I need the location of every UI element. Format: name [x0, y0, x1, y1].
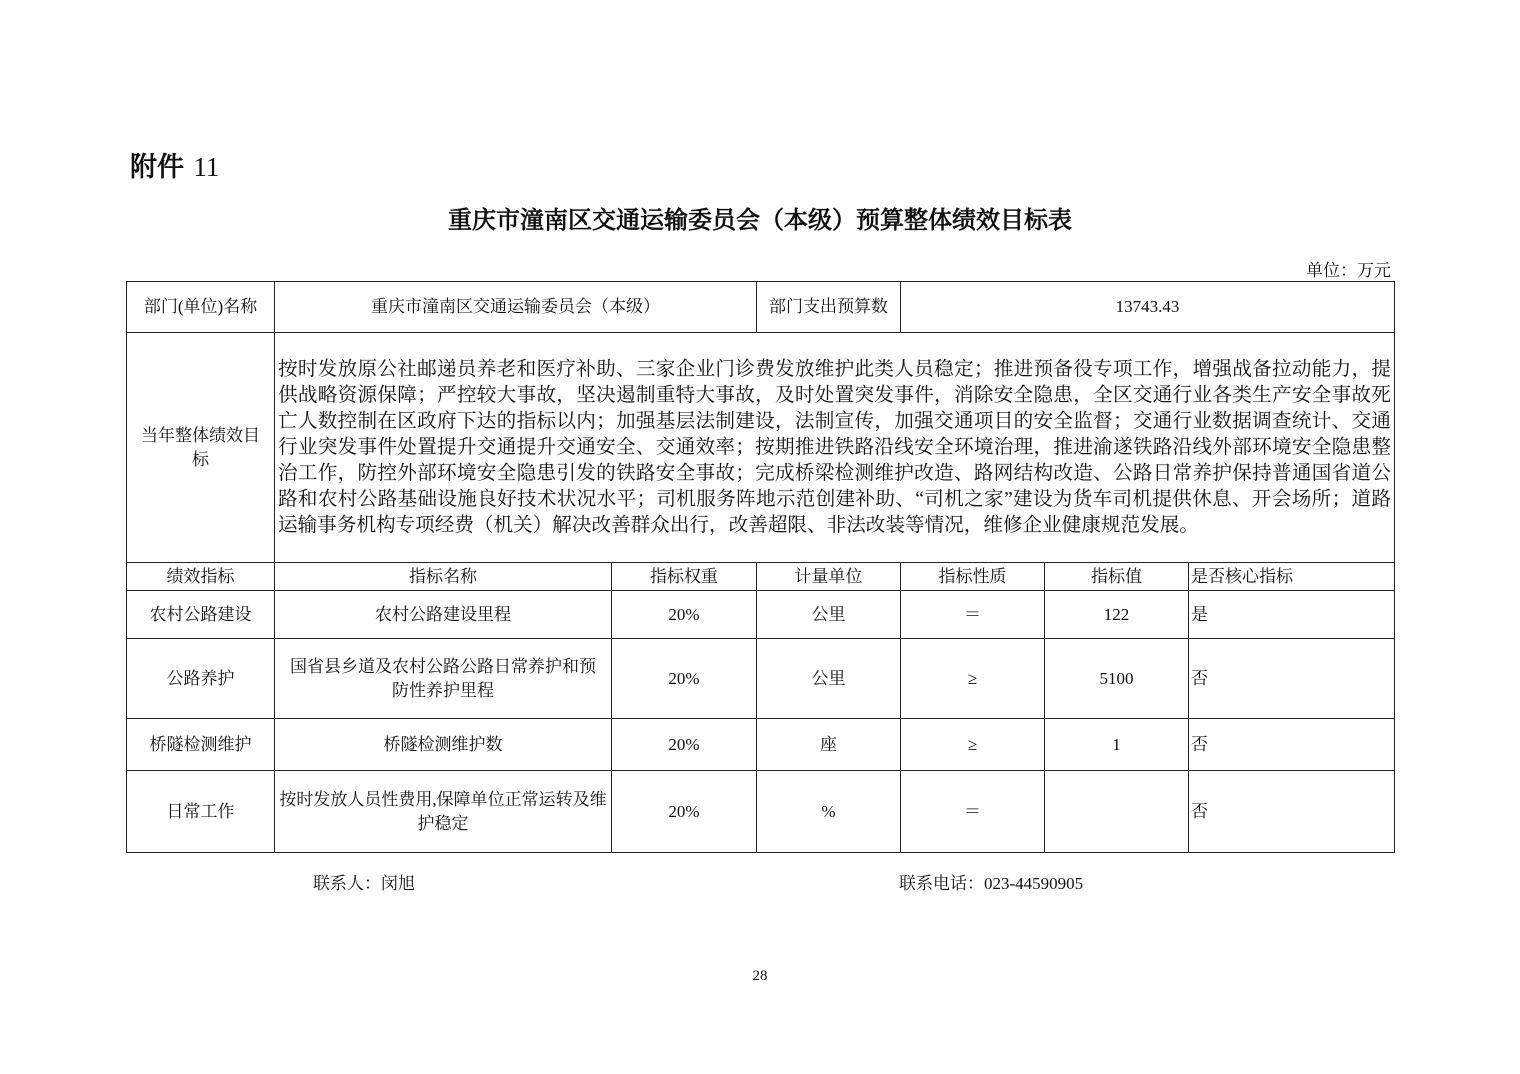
budget-value: 13743.43	[901, 282, 1395, 333]
row-weight: 20%	[612, 719, 757, 771]
row-weight: 20%	[612, 639, 757, 719]
column-header-row	[127, 563, 1395, 591]
dept-value: 重庆市潼南区交通运输委员会（本级）	[275, 282, 757, 333]
goal-row	[127, 333, 1395, 563]
table-row	[127, 771, 1395, 853]
document-title: 重庆市潼南区交通运输委员会（本级）预算整体绩效目标表	[448, 206, 1072, 234]
col-indicator: 绩效指标	[127, 563, 275, 591]
annex-number: 11	[193, 152, 220, 182]
row-value	[1045, 771, 1189, 853]
row-value: 122	[1045, 591, 1189, 639]
row-indicator: 桥隧检测维护	[127, 719, 275, 771]
row-indicator: 农村公路建设	[127, 591, 275, 639]
row-unit: 公里	[757, 639, 901, 719]
row-core: 是	[1189, 591, 1395, 639]
row-indicator: 日常工作	[127, 771, 275, 853]
row-nature: ＝	[901, 771, 1045, 853]
performance-table	[126, 281, 1395, 853]
unit-label: 单位：万元	[1306, 261, 1391, 280]
row-nature: ＝	[901, 591, 1045, 639]
contact-person: 联系人：闵旭	[313, 874, 415, 893]
header-row	[127, 282, 1395, 333]
col-name: 指标名称	[275, 563, 612, 591]
row-unit: 公里	[757, 591, 901, 639]
row-name: 农村公路建设里程	[275, 591, 612, 639]
col-weight: 指标权重	[612, 563, 757, 591]
row-name: 按时发放人员性费用,保障单位正常运转及维护稳定	[275, 771, 612, 853]
row-core: 否	[1189, 771, 1395, 853]
table-row	[127, 639, 1395, 719]
col-core: 是否核心指标	[1189, 563, 1395, 591]
table-row	[127, 591, 1395, 639]
goal-text: 按时发放原公社邮递员养老和医疗补助、三家企业门诊费发放维护此类人员稳定；推进预备役专项工作，增强战备拉动能力，提供战略资源保障；严控较大事故，坚决遏制重特大事故，及时处置突发事件，消除安全隐患，全区交通行业各类生产安全事故死亡人数控制在区政府下达的指标以内；加强基层法制建设，法制宣传，加强交通项目的安全监督；交通行业数据调查统计、交通行业突发事件处置提升交通提升交通安全、交通效率；按期推进铁路沿线安全环境治理，推进渝遂铁路沿线外部环境安全隐患整治工作，防控外部环境安全隐患引发的铁路安全事故；完成桥梁检测维护改造、路网结构改造、公路日常养护保持普通国省道公路和农村公路基础设施良好技术状况水平；司机服务阵地示范创建补助、“司机之家”建设为货车司机提供休息、开会场所；道路运输事务机构专项经费（机关）解决改善群众出行，改善超限、非法改装等情况，维修企业健康规范发展。	[275, 333, 1395, 563]
col-value: 指标值	[1045, 563, 1189, 591]
annex-label	[130, 145, 219, 184]
row-core: 否	[1189, 719, 1395, 771]
row-unit: %	[757, 771, 901, 853]
budget-label: 部门支出预算数	[757, 282, 901, 333]
col-unit: 计量单位	[757, 563, 901, 591]
row-core: 否	[1189, 639, 1395, 719]
row-indicator: 公路养护	[127, 639, 275, 719]
col-nature: 指标性质	[901, 563, 1045, 591]
row-weight: 20%	[612, 771, 757, 853]
row-nature: ≥	[901, 639, 1045, 719]
contact-phone: 联系电话：023-44590905	[899, 874, 1084, 893]
row-value: 1	[1045, 719, 1189, 771]
row-nature: ≥	[901, 719, 1045, 771]
annex-text: 附件	[130, 152, 184, 183]
row-name: 国省县乡道及农村公路公路日常养护和预防性养护里程	[275, 639, 612, 719]
dept-label: 部门(单位)名称	[127, 282, 275, 333]
row-name: 桥隧检测维护数	[275, 719, 612, 771]
row-unit: 座	[757, 719, 901, 771]
page-number: 28	[752, 968, 768, 984]
goal-label: 当年整体绩效目标	[127, 333, 275, 563]
row-value: 5100	[1045, 639, 1189, 719]
table-row	[127, 719, 1395, 771]
row-weight: 20%	[612, 591, 757, 639]
